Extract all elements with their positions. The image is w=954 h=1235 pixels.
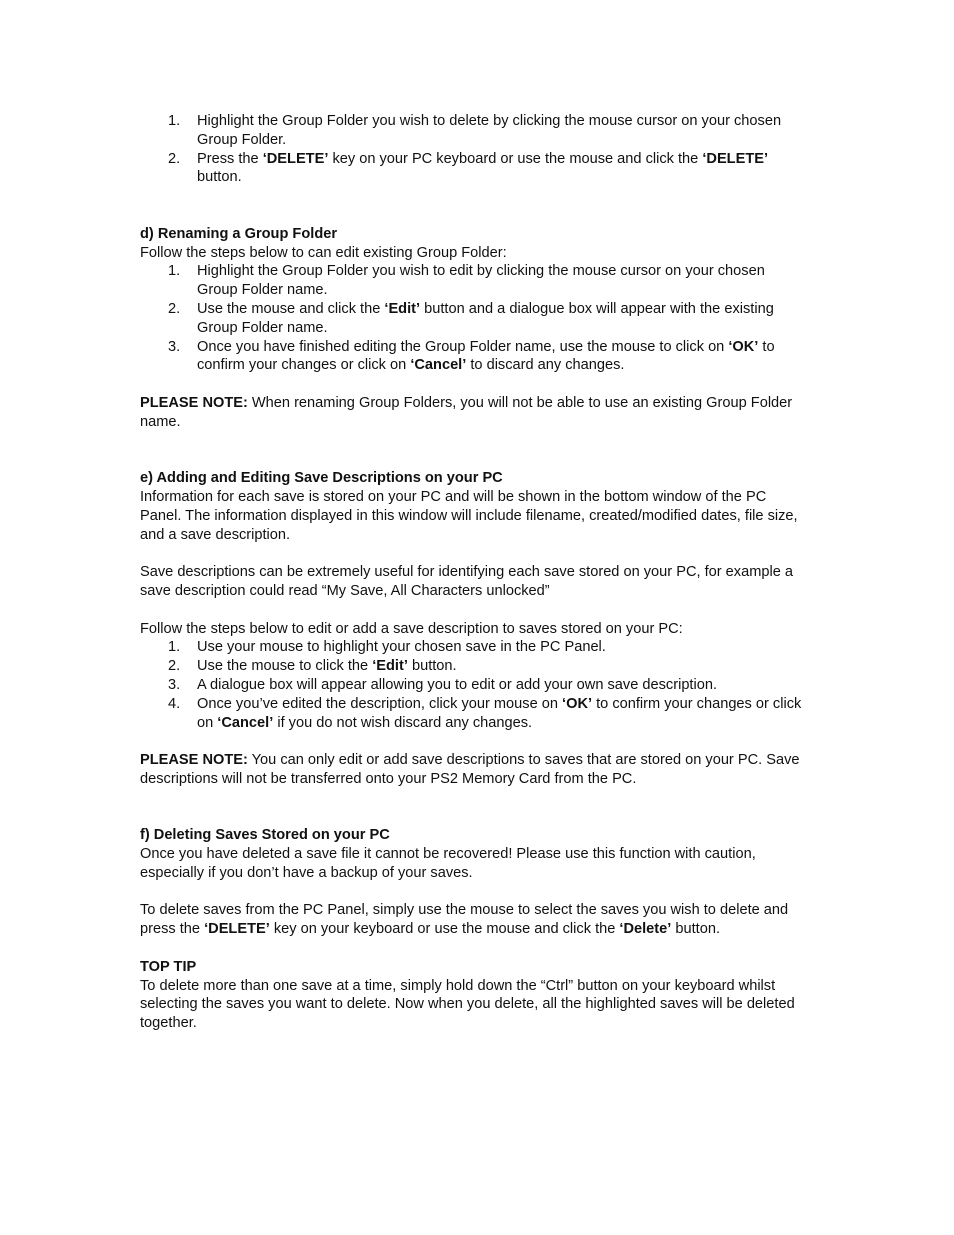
list-item — [140, 695, 808, 733]
list-number: 2. — [168, 300, 181, 317]
list-number: 2. — [168, 658, 181, 675]
button-label: ‘OK’ — [562, 695, 593, 712]
list-text: key on your PC keyboard or use the mouse and click the — [328, 150, 703, 167]
list-item — [140, 112, 808, 150]
note-paragraph — [140, 751, 808, 789]
section-heading-d: d) Renaming a Group Folder — [140, 225, 338, 242]
note-text: You can only edit or add save descriptions to saves that are stored on your PC. Save descriptions will not be transferred onto your PS2 Memory Card from the PC. — [140, 752, 800, 787]
paragraph-text: To delete saves from the PC Panel, simply use the mouse to select the saves you wish to delete and press the — [140, 902, 789, 938]
list-text: to discard any changes. — [466, 357, 625, 374]
rename-folder-steps — [140, 262, 808, 375]
section-intro: Follow the steps below to can edit existing Group Folder: — [140, 244, 507, 261]
section-heading-e: e) Adding and Editing Save Descriptions on your PC — [140, 470, 503, 487]
list-text: to confirm your changes or click on — [197, 695, 802, 731]
list-text: Use your mouse to highlight your chosen save in the PC Panel. — [197, 639, 606, 656]
list-text: A dialogue box will appear allowing you to edit or add your own save description. — [197, 676, 718, 693]
paragraph: Save descriptions can be extremely useful for identifying each save stored on your PC, for example a save description could read “My Save, All Characters unlocked” — [140, 564, 794, 599]
note-label: PLEASE NOTE: — [140, 394, 248, 411]
list-text: button. — [407, 658, 457, 675]
tip-heading: TOP TIP — [140, 958, 197, 975]
list-number: 4. — [168, 695, 181, 712]
button-label: ‘Edit’ — [372, 658, 408, 675]
list-number: 1. — [168, 263, 181, 280]
list-text: Highlight the Group Folder you wish to edit by clicking the mouse cursor on your chosen Group Folder name. — [197, 263, 765, 299]
paragraph-text: button. — [671, 921, 721, 938]
paragraph — [140, 901, 808, 939]
list-item — [140, 676, 808, 695]
list-text: Use the mouse to click the — [197, 658, 373, 675]
list-item — [140, 300, 808, 338]
list-text: to confirm your changes or click on — [197, 338, 775, 374]
list-number: 3. — [168, 338, 181, 355]
key-label: ‘DELETE’ — [262, 150, 329, 167]
list-text: if you do not wish discard any changes. — [273, 714, 533, 731]
button-label: ‘Delete’ — [619, 921, 672, 938]
list-text: Once you’ve edited the description, click your mouse on — [197, 695, 563, 712]
list-item — [140, 150, 808, 188]
list-text: Once you have finished editing the Group Folder name, use the mouse to click on — [197, 338, 729, 355]
button-label: ‘OK’ — [728, 338, 759, 355]
paragraph: Information for each save is stored on your PC and will be shown in the bottom window of the PC Panel. The information displayed in this window will include filename, created/modified dates, file size, and a save description. — [140, 488, 798, 543]
button-label: ‘Edit’ — [384, 300, 421, 317]
paragraph-text: key on your keyboard or use the mouse and click the — [269, 921, 620, 938]
list-item — [140, 638, 808, 657]
list-number: 2. — [168, 150, 181, 167]
button-label: ‘DELETE’ — [702, 150, 769, 167]
list-item — [140, 657, 808, 676]
note-paragraph — [140, 394, 808, 432]
list-number: 1. — [168, 113, 181, 129]
list-item — [140, 338, 808, 376]
list-text: Use the mouse and click the — [197, 300, 385, 317]
button-label: ‘Cancel’ — [217, 714, 274, 731]
delete-folder-steps — [140, 112, 808, 187]
section-heading-f: f) Deleting Saves Stored on your PC — [140, 827, 390, 844]
note-text: When renaming Group Folders, you will not be able to use an existing Group Folder name. — [140, 394, 793, 430]
edit-description-steps — [140, 638, 808, 732]
list-text: button and a dialogue box will appear with the existing Group Folder name. — [197, 300, 774, 336]
button-label: ‘Cancel’ — [410, 357, 467, 374]
list-number: 1. — [168, 639, 181, 656]
key-label: ‘DELETE’ — [204, 921, 270, 938]
section-intro: Follow the steps below to edit or add a save description to saves stored on your PC: — [140, 620, 683, 637]
document-page — [140, 112, 808, 1033]
list-text: button. — [197, 169, 242, 186]
paragraph: Once you have deleted a save file it cannot be recovered! Please use this function with caution, especially if you don’t have a backup of your saves. — [140, 846, 756, 881]
list-number: 3. — [168, 676, 181, 693]
list-text: Press the — [197, 150, 263, 167]
note-label: PLEASE NOTE: — [140, 752, 248, 769]
tip-text: To delete more than one save at a time, simply hold down the “Ctrl” button on your keyboard whilst selecting the saves you want to delete. Now when you delete, all the highlighted saves will be deleted together. — [140, 977, 795, 1032]
list-text: Highlight the Group Folder you wish to delete by clicking the mouse cursor on your chosen Group Folder. — [197, 113, 782, 148]
list-item — [140, 262, 808, 300]
